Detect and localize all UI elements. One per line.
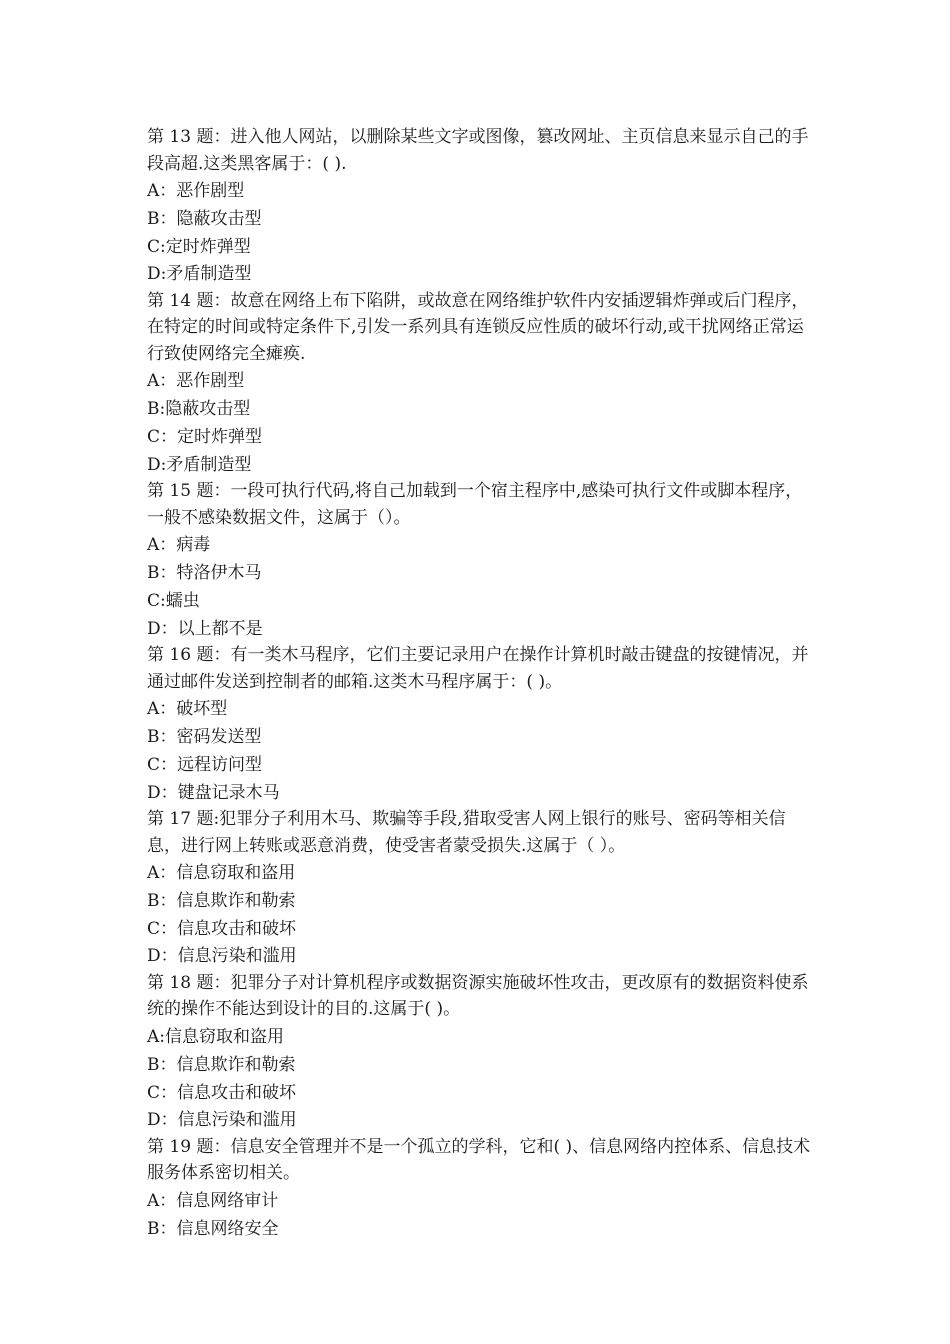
- option-a: A:信息窃取和盗用: [147, 1026, 285, 1047]
- question-18: [147, 970, 817, 1134]
- option-a: A：病毒: [147, 535, 211, 556]
- option-a: A：恶作剧型: [147, 371, 245, 392]
- question-17: [147, 806, 817, 970]
- option-d: D:矛盾制造型: [147, 264, 252, 285]
- option-c: C:定时炸弹型: [147, 236, 251, 257]
- question-16: [147, 642, 817, 806]
- option-b: B：信息网络安全: [147, 1218, 279, 1239]
- question-text: 第 15 题：一段可执行代码,将自己加载到一个宿主程序中,感染可执行文件或脚本程序，一般不感染数据文件，这属于（）。: [147, 481, 803, 528]
- option-b: B：信息欺诈和勒索: [147, 890, 296, 911]
- option-a: A：信息窃取和盗用: [147, 863, 296, 884]
- question-text: 第 13 题：进入他人网站，以删除某些文字或图像，篡改网址、主页信息来显示自己的手段高超.这类黑客属于：( ).: [147, 127, 809, 174]
- option-b: B：隐蔽攻击型: [147, 208, 262, 229]
- option-a: A：恶作剧型: [147, 181, 245, 201]
- question-text: 第 14 题：故意在网络上布下陷阱，或故意在网络维护软件内安插逻辑炸弹或后门程序，在特定的时间或特定条件下,引发一系列具有连锁反应性质的破坏行动,或干扰网络正常运行致使网络完全瘫痪.: [147, 290, 809, 364]
- option-c: C:蠕虫: [147, 590, 200, 611]
- option-c: C：信息攻击和破坏: [147, 1082, 297, 1103]
- option-a: A：信息网络审计: [147, 1190, 279, 1211]
- question-text: 第 16 题：有一类木马程序，它们主要记录用户在操作计算机时敲击键盘的按键情况，并通过邮件发送到控制者的邮箱.这类木马程序属于：( )。: [147, 645, 809, 692]
- option-d: D：信息污染和滥用: [147, 946, 297, 967]
- question-text: 第 17 题:犯罪分子利用木马、欺骗等手段,猎取受害人网上银行的账号、密码等相关信息，进行网上转账或恶意消费，使受害者蒙受损失.这属于（ ）。: [147, 809, 786, 856]
- option-b: B：密码发送型: [147, 726, 262, 747]
- question-19: [147, 1134, 817, 1242]
- option-b: B：信息欺诈和勒索: [147, 1054, 296, 1075]
- option-d: D：信息污染和滥用: [147, 1110, 297, 1131]
- document-page: [147, 124, 817, 1242]
- option-c: C：信息攻击和破坏: [147, 918, 297, 939]
- option-b: B:隐蔽攻击型: [147, 399, 251, 420]
- option-a: A：破坏型: [147, 699, 228, 720]
- option-c: C：远程访问型: [147, 754, 263, 775]
- question-text: 第 19 题：信息安全管理并不是一个孤立的学科，它和( )、信息网络内控体系、信息技术服务体系密切相关。: [147, 1136, 811, 1184]
- option-d: D：以上都不是: [147, 618, 263, 639]
- option-c: C：定时炸弹型: [147, 426, 263, 447]
- question-15: [147, 478, 817, 642]
- option-d: D:矛盾制造型: [147, 454, 252, 475]
- option-b: B：特洛伊木马: [147, 563, 262, 584]
- question-text: 第 18 题：犯罪分子对计算机程序或数据资源实施破坏性攻击，更改原有的数据资料使系统的操作不能达到设计的目的.这属于( )。: [147, 972, 809, 1020]
- option-d: D：键盘记录木马: [147, 782, 280, 803]
- question-13: [147, 124, 817, 288]
- question-14: [147, 288, 817, 478]
